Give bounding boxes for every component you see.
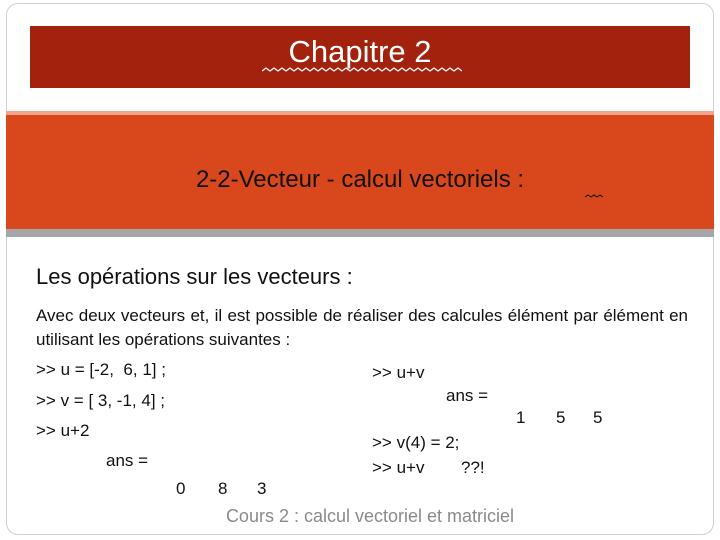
code-result-value: 3 xyxy=(257,479,267,498)
code-line-v-def: >> v = [ 3, -1, 4] ; xyxy=(36,391,165,410)
section-header-text: 2-2-Vecteur - calcul vectoriels : xyxy=(195,166,525,193)
code-line-u-plus-2: >> u+2 xyxy=(36,421,90,440)
code-line-u-plus-v: >> u+v xyxy=(372,363,425,382)
code-line-v4-assign: >> v(4) = 2; xyxy=(372,433,460,452)
slide-footer: Cours 2 : calcul vectoriel et matriciel xyxy=(225,506,515,526)
code-result-value: 5 xyxy=(593,408,603,427)
code-line-u-plus-v-again: >> u+v xyxy=(372,458,425,477)
content-paragraph: Avec deux vecteurs et, il est possible de réaliser des calcules élément par élément en utilisant les opérations suivantes : xyxy=(36,306,688,349)
title-band xyxy=(30,26,690,88)
code-result-value: 8 xyxy=(218,479,228,498)
content-heading: Les opérations sur les vecteurs : xyxy=(36,264,353,289)
code-line-u-def: >> u = [-2, 6, 1] ; xyxy=(36,360,166,379)
code-ans-label-right: ans = xyxy=(446,386,489,405)
header-spellcheck-underline xyxy=(585,194,605,200)
slide-title: Chapitre 2 xyxy=(288,34,432,69)
title-spellcheck-underline xyxy=(262,67,462,75)
code-ans-label-left: ans = xyxy=(106,451,149,470)
section-header-band xyxy=(6,111,714,237)
code-result-value: 5 xyxy=(556,408,566,427)
code-result-value: 1 xyxy=(516,408,526,427)
code-note: ??! xyxy=(461,458,485,477)
code-result-value: 0 xyxy=(176,479,186,498)
